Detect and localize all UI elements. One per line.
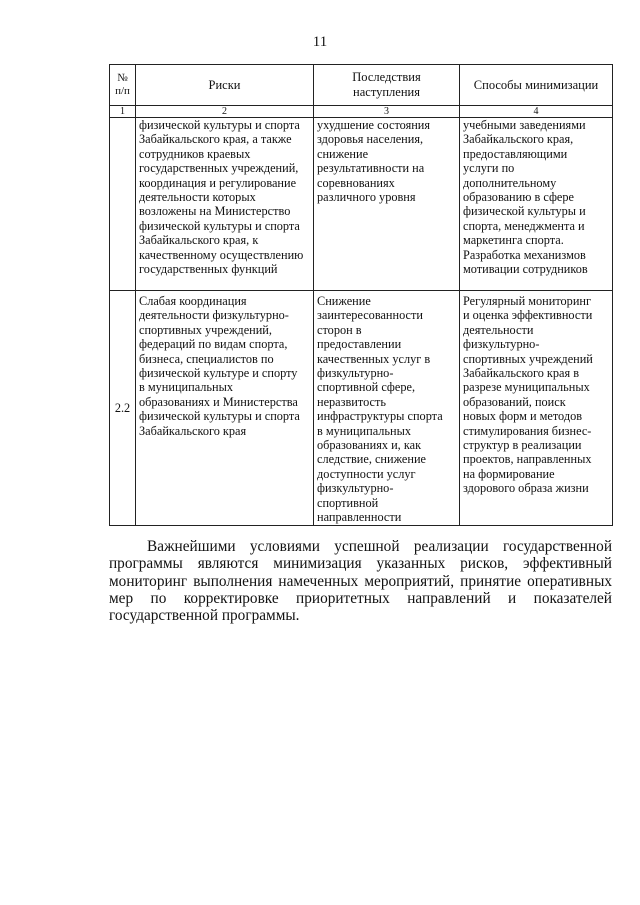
table-row — [110, 118, 613, 291]
table-header-row — [110, 65, 613, 106]
paragraph-line: Важнейшими условиями успешной реализации государственной — [147, 538, 612, 555]
column-index: 1 — [110, 106, 136, 118]
column-index-row — [110, 106, 613, 118]
risk-cell: Слабая координация деятельности физкультурно- спортивных учреждений, федераций по видам спорта, бизнеса, специалистов по физической культуре и спорту в муниципальных образованиях и Министерства физической культуры и спорта Забайкальского края — [136, 291, 314, 526]
header-risks: Риски — [136, 65, 314, 106]
paragraph-line: мониторинг выполнения намеченных мероприятий, принятие оперативных — [109, 572, 612, 590]
header-number: № п/п — [110, 65, 136, 106]
column-index: 4 — [460, 106, 613, 118]
mitigation-cell: Регулярный мониторинг и оценка эффективности деятельности физкультурно- спортивных учреждений Забайкальского края в разрезе муниципальных образований, поиск новых форм и методов стимулирования бизнес- структур в реализации проектов, направленных на формирование здорового образа жизни — [460, 291, 613, 526]
consequence-cell: Снижение заинтересованности сторон в предоставлении качественных услуг в физкультурно- спортивной сфере, неразвитость инфраструктуры спорта в муниципальных образованиях и, как следствие, снижение доступности услуг физкультурно- спортивной направленности — [314, 291, 460, 526]
paragraph-line: мер по корректировке приоритетных направлений и показателей — [109, 589, 612, 607]
paragraph-line: государственной программы. — [109, 607, 300, 625]
mitigation-cell: учебными заведениями Забайкальского края, предоставляющими услуги по дополнительному образованию в сфере физической культуры и спорта, менеджмента и маркетинга спорта. Разработка механизмов мотивации сотрудников — [460, 118, 613, 291]
table-row — [110, 291, 613, 526]
header-mitigation: Способы минимизации — [460, 65, 613, 106]
risks-table — [109, 64, 613, 526]
column-index: 2 — [136, 106, 314, 118]
paragraph-line: программы являются минимизация указанных рисков, эффективный — [109, 555, 612, 573]
header-consequences: Последствия наступления — [314, 65, 460, 106]
column-index: 3 — [314, 106, 460, 118]
row-number: 2.2 — [110, 291, 136, 526]
risk-cell: физической культуры и спорта Забайкальского края, а также сотрудников краевых государственных учреждений, координация и регулирование деятельности которых возложены на Министерство физической культуры и спорта Забайкальского края, к качественному осуществлению государственных функций — [136, 118, 314, 291]
conclusion-paragraph — [109, 538, 612, 624]
consequence-cell: ухудшение состояния здоровья населения, снижение результативности на соревнованиях различного уровня — [314, 118, 460, 291]
page-number: 11 — [312, 34, 328, 50]
row-number — [110, 118, 136, 291]
